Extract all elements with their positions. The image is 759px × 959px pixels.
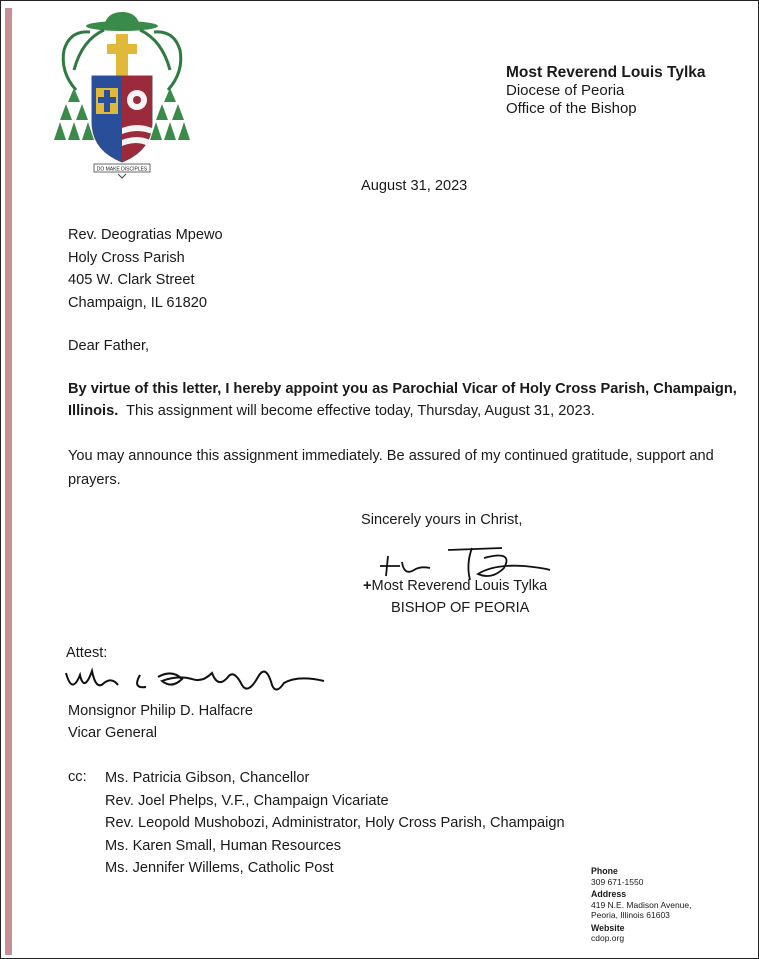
letterhead [506,64,706,118]
appointment-paragraph [68,378,748,422]
address-line: 419 N.E. Madison Avenue, [591,899,692,910]
recipient-address [68,224,223,314]
margin-line [5,8,12,955]
cc-label: cc: [68,769,87,785]
signer-name-line [363,576,547,596]
cc-item: Rev. Leopold Mushobozi, Administrator, Holy Cross Parish, Champaign [105,815,565,831]
signer-name: Most Reverend Louis Tylka [371,578,548,594]
address-label: Address [591,889,627,899]
motto-text: DO MAKE DISCIPLES [96,166,148,173]
attestor-title: Vicar General [68,725,157,741]
attestor-block [68,700,253,744]
cc-item: Rev. Joel Phelps, V.F., Champaign Vicariate [105,792,389,809]
contact-block [591,866,692,944]
recipient-line: Holy Cross Parish [68,249,185,266]
letterhead-name: Most Reverend Louis Tylka [506,64,706,81]
signer-title: BISHOP OF PEORIA [391,600,530,616]
appointment-effective-text: This assignment will become effective today, Thursday, August 31, 2023. [126,403,595,419]
cc-item: Ms. Patricia Gibson, Chancellor [105,770,310,786]
phone-label: Phone [591,866,618,876]
closing: Sincerely yours in Christ, [361,512,523,528]
phone-number: 309 671-1550 [591,876,644,887]
salutation: Dear Father, [68,338,150,354]
website-label: Website [591,922,625,933]
cc-list [105,767,565,880]
letterhead-office: Office of the Bishop [506,100,637,117]
cc-item: Ms. Jennifer Willems, Catholic Post [105,860,334,876]
recipient-line: Rev. Deogratias Mpewo [68,227,223,243]
letterhead-diocese: Diocese of Peoria [506,82,625,99]
attestor-name: Monsignor Philip D. Halfacre [68,703,253,719]
recipient-line: Champaign, IL 61820 [68,294,208,311]
website-link: cdop.org [591,933,625,943]
letter-date: August 31, 2023 [361,178,468,194]
announcement-paragraph: You may announce this assignment immediately. Be assured of my continued gratitude, support and prayers. [68,448,714,488]
cross-icon: + [363,578,372,594]
recipient-line: 405 W. Clark Street [68,272,195,288]
cc-item: Ms. Karen Small, Human Resources [105,837,342,854]
attest-label: Attest: [66,645,108,661]
address-line: Peoria, Illinois 61603 [591,910,670,920]
appointment-bold-text: By virtue of this letter, I hereby appoint you as Parochial Vicar of Holy Cross Parish, Champaign, Illinois. [68,381,737,419]
coat-of-arms-logo [52,10,192,180]
